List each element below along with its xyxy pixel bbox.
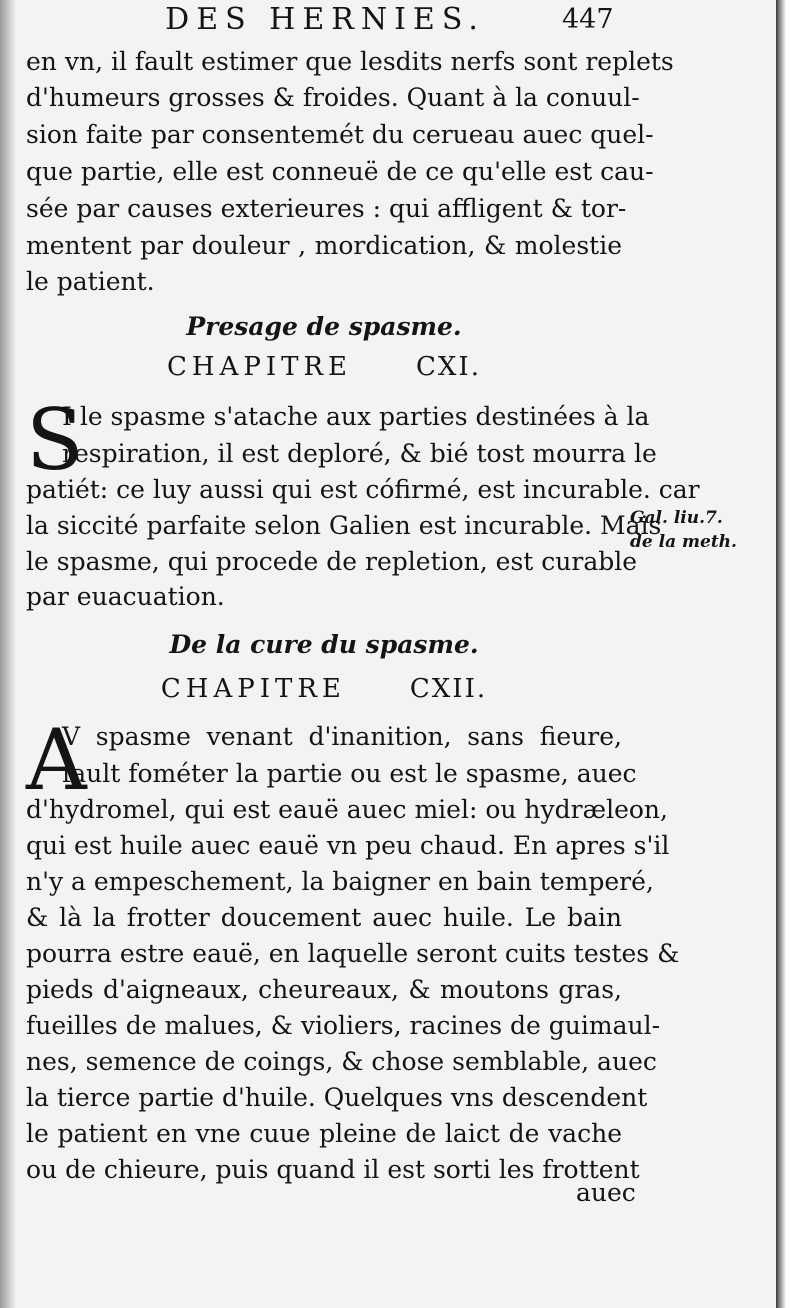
margin-note-line: Gal. liu.7. [630, 508, 723, 528]
text-line: le spasme, qui procede de repletion, est curable [26, 547, 638, 576]
text-line: fault fométer la partie ou est le spasme, auec [62, 759, 637, 788]
section-subhead: De la cure du spasme. [169, 630, 479, 659]
text-line: I le spasme s'atache aux parties destinées à la [62, 402, 650, 431]
gutter-shadow [0, 0, 16, 1308]
text-line: par euacuation. [26, 582, 225, 611]
page-number: 447 [562, 4, 614, 35]
chapter-word: CHAPITRE [160, 674, 346, 704]
running-head: DES HERNIES. [165, 2, 485, 37]
text-line: fueilles de malues, & violiers, racines de guimaul- [26, 1011, 661, 1040]
drop-capital: S [26, 391, 84, 489]
show-through [330, 278, 337, 303]
text-line: d'humeurs grosses & froides. Quant à la conuul- [26, 83, 640, 112]
text-line: mentent par douleur , mordication, & molestie [26, 231, 622, 260]
chapter-heading [26, 352, 622, 382]
text-line: qui est huile auec eauë vn peu chaud. En apres s'il [26, 831, 670, 860]
text-line: sée par causes exterieures : qui affligent & tor- [26, 194, 627, 223]
text-line: n'y a empeschement, la baigner en bain temperé, [26, 867, 654, 896]
chapter-number: CXI. [416, 352, 481, 382]
text-line: patiét: ce luy aussi qui est cófirmé, est incurable. car [26, 475, 700, 504]
drop-capital: A [26, 711, 87, 809]
page-edge [776, 0, 800, 1308]
text-line: V spasme venant d'inanition, sans fieure, [62, 722, 622, 751]
chapter-word: CHAPITRE [167, 352, 353, 382]
text-line: sion faite par consentemét du cerueau auec quel- [26, 120, 654, 149]
chapter-heading [26, 674, 622, 704]
catchword: auec [576, 1178, 636, 1207]
chapter-number: CXII. [409, 674, 488, 704]
text-line: en vn, il fault estimer que lesdits nerfs sont replets [26, 47, 674, 76]
section-subhead: Presage de spasme. [186, 312, 462, 341]
text-line: le patient. [26, 267, 155, 296]
text-line: pourra estre eauë, en laquelle seront cuits testes & [26, 939, 680, 968]
margin-note [630, 506, 737, 554]
text-line: ou de chieure, puis quand il est sorti les frottent [26, 1155, 640, 1184]
text-line: respiration, il est deploré, & bié tost mourra le [62, 439, 657, 468]
text-line: d'hydromel, qui est eauë auec miel: ou hydræleon, [26, 795, 668, 824]
text-line: que partie, elle est conneuë de ce qu'elle est cau- [26, 157, 654, 186]
text-line: & là la frotter doucement auec huile. Le bain [26, 903, 622, 932]
text-line: le patient en vne cuue pleine de laict de vache [26, 1119, 622, 1148]
text-line: la tierce partie d'huile. Quelques vns descendent [26, 1083, 648, 1112]
margin-note-line: de la meth. [630, 532, 737, 552]
text-line: pieds d'aigneaux, cheureaux, & moutons gras, [26, 975, 622, 1004]
text-line: la siccité parfaite selon Galien est incurable. Mais [26, 511, 662, 540]
text-line: nes, semence de coings, & chose semblable, auec [26, 1047, 657, 1076]
